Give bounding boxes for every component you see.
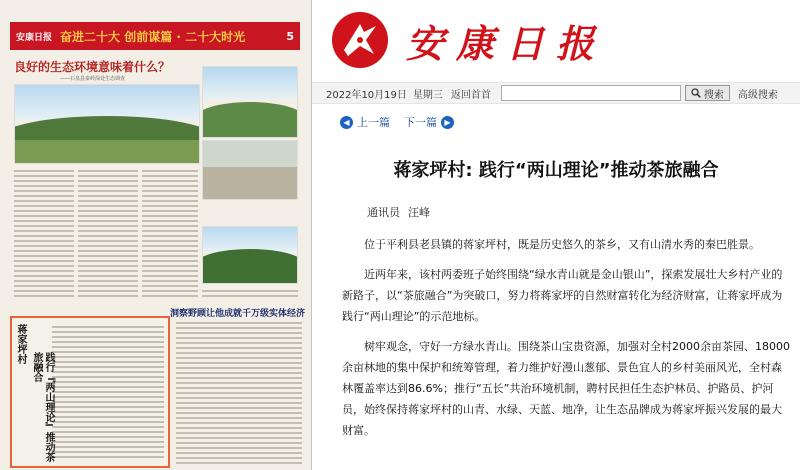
newspaper-headline-right: 洞察野顾让他成就千万级实体经济 bbox=[170, 309, 306, 319]
newspaper-text-column bbox=[78, 170, 138, 300]
newspaper-masthead: 安康日报 bbox=[16, 32, 53, 43]
newspaper-photo-hills bbox=[202, 226, 298, 284]
article-paragraph: 树牢观念，守好一方绿水青山。围绕茶山宝贵资源，加强对全村2000余亩茶园、18000余亩林地的集中保护和统筹管理，着力维护好漫山葱郁、景色宜人的乡村美丽风光，全村森林覆盖率达到86.6%；推行“五长”共治环境机制，聘村民担任生态护林员、护路员、护河员，始终保持蒋家坪村的山青、水绿、天蓝、地净，让生态品牌成为蒋家坪振兴发展的最大财富。 bbox=[342, 340, 790, 437]
newspaper-text-column bbox=[202, 290, 298, 300]
search-button-label: 搜索 bbox=[703, 89, 724, 101]
newspaper-text-column bbox=[14, 170, 74, 300]
crane-logo-icon bbox=[330, 10, 390, 70]
article-site bbox=[312, 0, 800, 470]
prev-article-label: 上一篇 bbox=[357, 116, 390, 129]
issue-weekday: 星期三 bbox=[412, 89, 443, 101]
article-title: 蒋家坪村: 践行“两山理论”推动茶旅融合 bbox=[393, 160, 719, 181]
newspaper-text-column bbox=[176, 322, 302, 467]
newspaper-photo-yard bbox=[202, 140, 298, 200]
byline-name: 汪峰 bbox=[408, 206, 430, 219]
date-search-bar bbox=[312, 82, 800, 104]
search-button[interactable] bbox=[685, 85, 730, 101]
article-paragraph: 近两年来，该村两委班子始终围绕“绿水青山就是金山银山”，探索发展壮大乡村产业的新路子，以“茶旅融合”为突破口，努力将蒋家坪的自然财富转化为经济财富，让蒋家坪成为践行“两山理论”的示范地标。 bbox=[342, 268, 783, 323]
newspaper-feature-subtitle: ——石泉县秦岭深处生态调查 bbox=[60, 76, 126, 82]
newspaper-photo-landscape bbox=[14, 84, 200, 164]
site-logo-text: 安康日报 bbox=[406, 20, 607, 66]
site-logo[interactable] bbox=[330, 8, 606, 72]
search-icon bbox=[691, 88, 701, 98]
article-paragraph: 位于平利县老县镇的蒋家坪村，既是历史悠久的茶乡，又有山清水秀的秦巴胜景。 bbox=[364, 238, 760, 251]
advanced-search-link[interactable]: 高级搜索 bbox=[737, 89, 778, 101]
newspaper-feature-title: 良好的生态环境意味着什么？ bbox=[14, 60, 171, 74]
newspaper-vertical-title: 蒋家坪村 bbox=[15, 324, 26, 364]
newspaper-banner-text: 奋进二十大 创前谋篇 · 二十大时光 bbox=[60, 29, 246, 44]
arrow-right-icon: ▶ bbox=[441, 116, 454, 129]
newspaper-text-column bbox=[142, 170, 198, 300]
issue-date: 2022年10月19日 bbox=[326, 89, 407, 101]
newspaper-page-thumbnail[interactable] bbox=[0, 0, 312, 470]
prev-article-link[interactable] bbox=[340, 114, 390, 130]
newspaper-text-column bbox=[52, 326, 164, 461]
newspaper-banner bbox=[10, 22, 300, 50]
next-article-label: 下一篇 bbox=[404, 116, 437, 129]
arrow-left-icon: ◀ bbox=[340, 116, 353, 129]
newspaper-photo-pond bbox=[202, 66, 298, 138]
newspaper-vertical-subtitle: 践行『两山理论』推动茶旅融合 bbox=[31, 352, 54, 462]
return-home-link[interactable]: 返回首首 bbox=[450, 89, 491, 101]
newspaper-page-number: 5 bbox=[286, 29, 294, 43]
next-article-link[interactable] bbox=[404, 114, 454, 130]
article-nav bbox=[340, 114, 468, 130]
article-body bbox=[342, 234, 790, 450]
byline-role: 通讯员 bbox=[367, 206, 400, 219]
article-byline bbox=[367, 204, 430, 220]
search-input[interactable] bbox=[501, 85, 681, 101]
